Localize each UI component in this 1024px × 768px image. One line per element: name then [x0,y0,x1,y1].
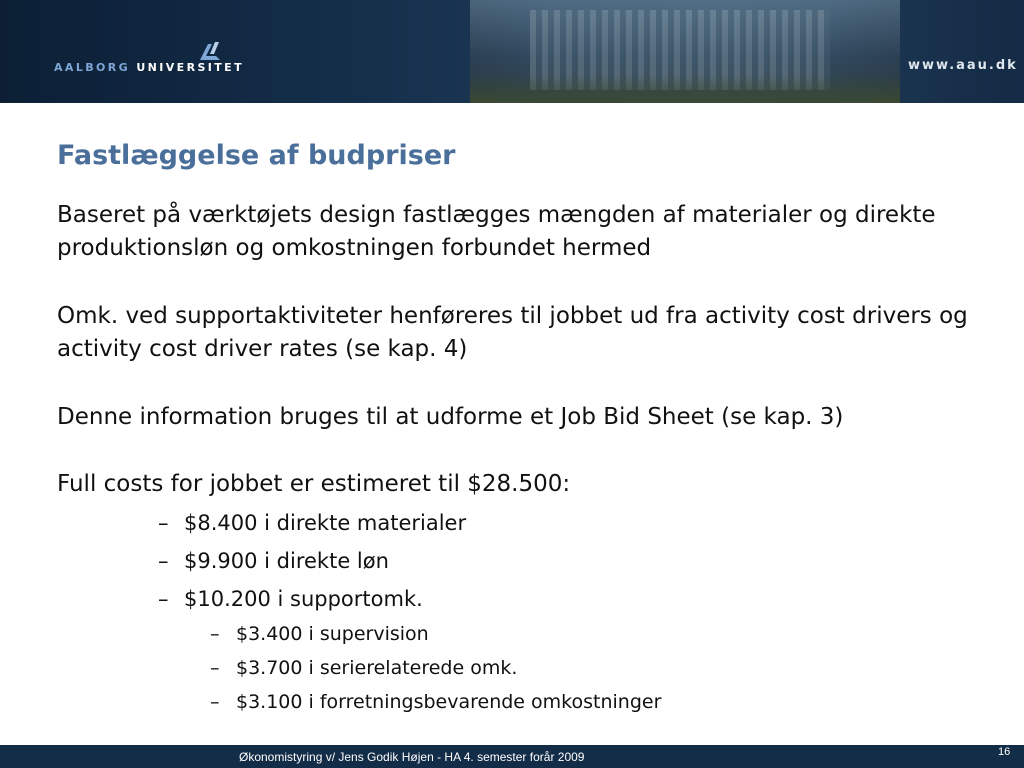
sub-list-item [210,657,517,679]
university-logo-text [54,61,244,74]
dash-bullet: – [158,587,169,611]
sub-list-item-text: $3.700 i serierelaterede omk. [236,657,518,679]
paragraph-full-costs: Full costs for jobbet er estimeret til $28.500: [57,471,571,497]
list-item-text: $9.900 i direkte løn [184,549,389,573]
paragraph-job-bid-sheet: Denne information bruges til at udforme et Job Bid Sheet (se kap. 3) [57,404,844,430]
dash-bullet: – [210,623,220,645]
footer-bar [0,745,1024,768]
sub-list-item-text: $3.400 i supervision [236,623,429,645]
sub-list-item [210,623,429,645]
dash-bullet: – [158,511,169,535]
dash-bullet: – [210,691,220,713]
slide-title: Fastlæggelse af budpriser [57,140,456,171]
campus-photo [470,0,900,103]
footer-caption: Økonomistyring v/ Jens Godik Højen - HA 4. semester forår 2009 [239,750,585,764]
dash-bullet: – [210,657,220,679]
sub-list-item [210,691,661,713]
paragraph-support: Omk. ved supportaktiviteter henføreres til jobbet ud fra activity cost drivers og activity cost driver rates (se kap. 4) [57,303,968,362]
logo-word-aalborg: AALBORG [54,61,131,74]
aau-wave-logo-icon [198,40,224,62]
list-item [158,511,466,535]
list-item [158,587,423,611]
paragraph-design: Baseret på værktøjets design fastlægges mængden af materialer og direkte produktionsløn og omkostningen forbundet hermed [57,202,936,261]
page-number: 16 [998,746,1011,758]
list-item-text: $8.400 i direkte materialer [184,511,467,535]
logo-word-universitet: UNIVERSITET [136,61,244,74]
list-item-text: $10.200 i supportomk. [184,587,423,611]
dash-bullet: – [158,549,169,573]
sub-list-item-text: $3.100 i forretningsbevarende omkostninger [236,691,662,713]
header-banner [0,0,1024,103]
website-url[interactable]: www.aau.dk [908,58,1018,73]
list-item [158,549,389,573]
